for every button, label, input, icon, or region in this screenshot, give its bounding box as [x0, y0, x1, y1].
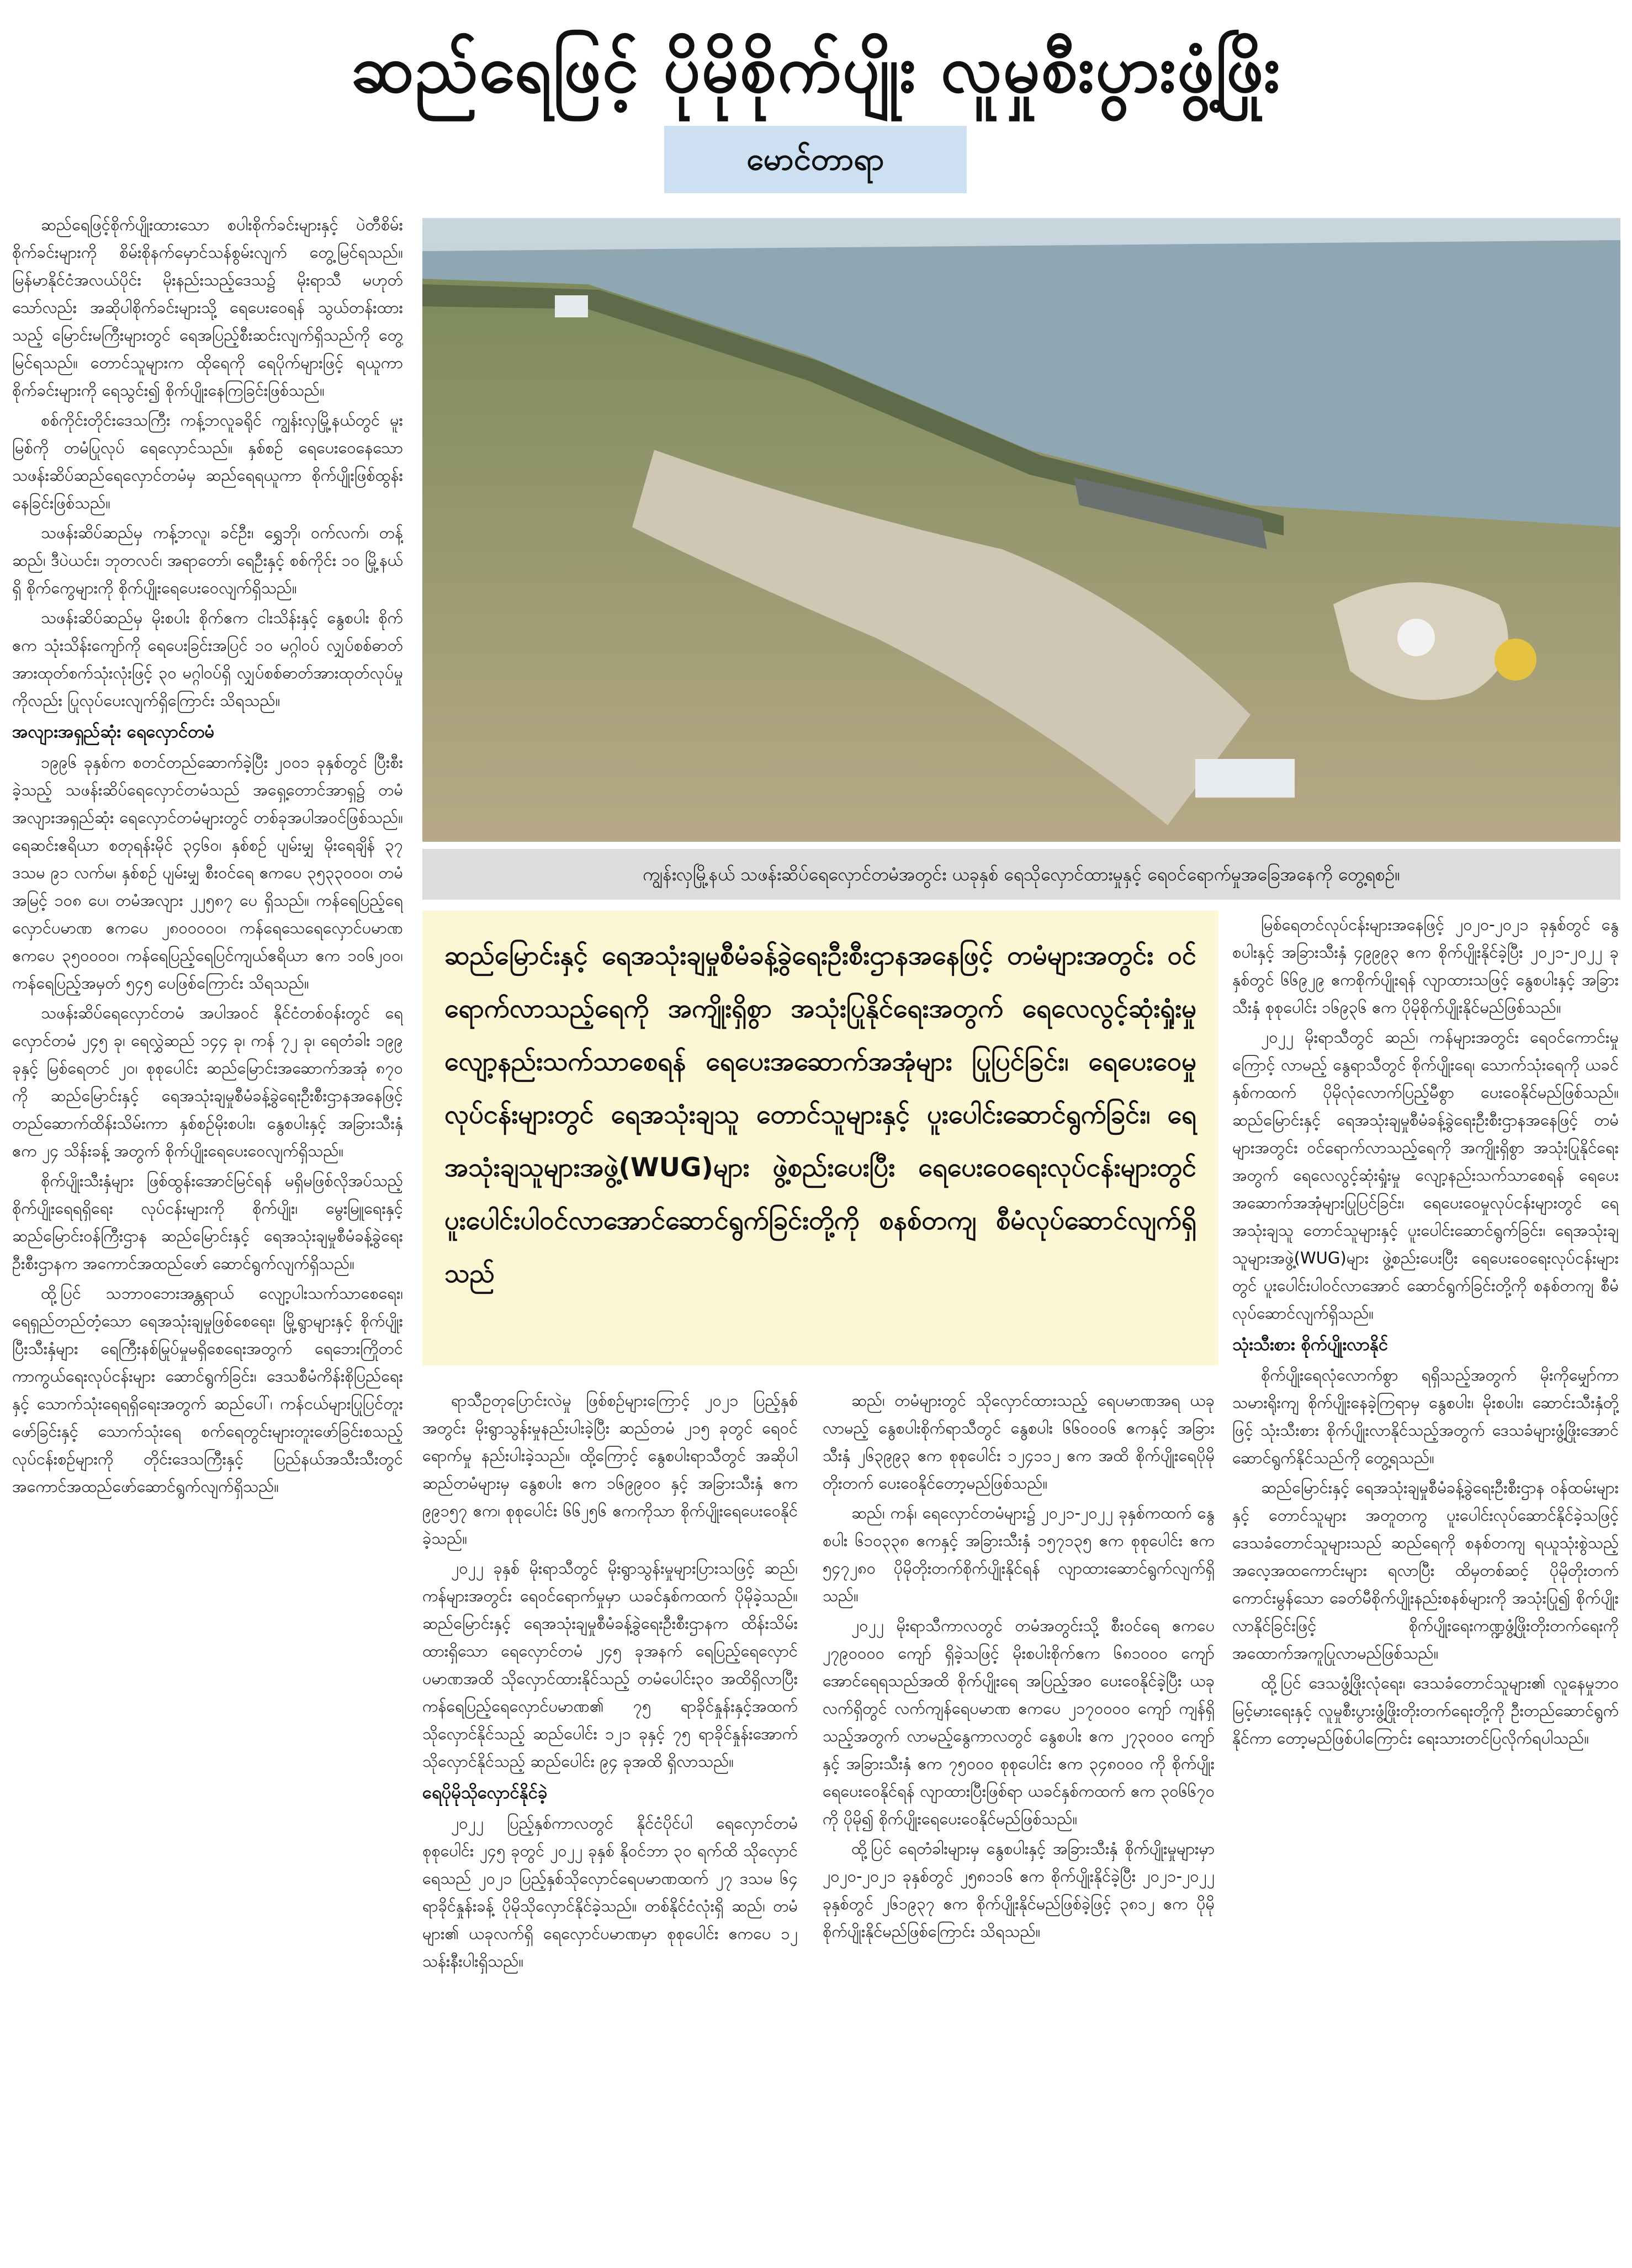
pull-quote-box: ဆည်မြောင်းနှင့် ရေအသုံးချမှုစီမံခန့်ခွဲရေးဦးစီးဌာနအနေဖြင့် တမံများအတွင်း ဝင်ရောက်လာသည့်ရေကို အကျိုးရှိစွာ အသုံးပြုနိုင်ရေးအတွက် ရေလေလွင့်ဆုံးရှုံးမှု လျော့နည်းသက်သာစေရန် ရေပေးအဆောက်အအုံများ ပြုပြင်ခြင်း၊ ရေပေးဝေမှုလုပ်ငန်းများတွင် ရေအသုံးချသူ တောင်သူများနှင့် ပူးပေါင်းဆောင်ရွက်ခြင်း၊ ရေအသုံးချသူများအဖွဲ့(WUG)များ ဖွဲ့စည်းပေးပြီး ရေပေးဝေရေးလုပ်ငန်းများတွင် ပူးပေါင်းပါဝင်လာအောင်ဆောင်ရွက်ခြင်းတို့ကို စနစ်တကျ စီမံလုပ်ဆောင်လျက်ရှိသည်: [422, 911, 1218, 1366]
text-column-2: [422, 1387, 798, 2253]
section-subheading: သုံးသီးစား စိုက်ပျိုးလာနိုင်: [1232, 1335, 1389, 1355]
dam-aerial-photo: [422, 218, 1620, 842]
paragraph: သဖန်းဆိပ်ဆည်မှ မိုးစပါး စိုက်ဧက ငါးသိန်းနှင့် နွေစပါး စိုက်ဧက သုံးသိန်းကျော်ကို ရေပေးခြင်းအပြင် ၁၀ မဂ္ဂါဝပ် လျှပ်စစ်ဓာတ်အားထုတ်စက်သုံးလုံးဖြင့် ၃၀ မဂ္ဂါဝပ်ရှိ လျှပ်စစ်ဓာတ်အားထုတ်လုပ်မှုကိုလည်း ပြုလုပ်ပေးလျက်ရှိကြောင်း သိရသည်။: [12, 608, 403, 710]
paragraph: ရာသီဥတုပြောင်းလဲမှု ဖြစ်စဉ်များကြောင့် ၂၀၂၁ ပြည့်နှစ်အတွင်း မိုးရွာသွန်းမှုနည်းပါးခဲ့ပြီး ဆည်တမံ ၂၁၅ ခုတွင် ရေဝင်ရောက်မှု နည်းပါးခဲ့သည်။ ထို့ကြောင့် နွေစပါးရာသီတွင် အဆိုပါ ဆည်တမံများမှ နွေစပါး ဧက ၁၆၉၉၀၀ နှင့် အခြားသီးနှံ ဧက ၉၉၁၅၇ ဧက၊ စုစုပေါင်း ၆၆၂၅၆ ဧကကိုသာ စိုက်ပျိုးရေပေးဝေနိုင်ခဲ့သည်။: [422, 1391, 798, 1548]
paragraph: ဆည်ရေဖြင့်စိုက်ပျိုးထားသော စပါးစိုက်ခင်းများနှင့် ပဲတီစိမ်းစိုက်ခင်းများကို စိမ်းစိုနက်မှောင်သန်စွမ်းလျက် တွေ့မြင်ရသည်။ မြန်မာနိုင်ငံအလယ်ပိုင်း မိုးနည်းသည့်ဒေသ၌ မိုးရာသီ မဟုတ်သော်လည်း အဆိုပါစိုက်ခင်းများသို့ ရေပေးဝေရန် သွယ်တန်းထားသည့် မြောင်းမကြီးများတွင် ရေအပြည့်စီးဆင်းလျက်ရှိသည်ကို တွေ့မြင်ရသည်။ တောင်သူများက ထိုရေကို ရေပိုက်များဖြင့် ရယူကာ စိုက်ခင်းများကို ရေသွင်း၍ စိုက်ပျိုးနေကြခြင်းဖြစ်သည်။: [12, 215, 403, 400]
paragraph: စိုက်ပျိုးသီးနှံများ ဖြစ်ထွန်းအောင်မြင်ရန် မရှိမဖြစ်လိုအပ်သည့် စိုက်ပျိုးရေရရှိရေး လုပ်ငန်းများကို စိုက်ပျိုး၊ မွေးမြူရေးနှင့် ဆည်မြောင်းဝန်ကြီးဌာန ဆည်မြောင်းနှင့် ရေအသုံးချမှုစီမံခန့်ခွဲရေးဦးစီးဌာနက အကောင်အထည်ဖော် ဆောင်ရွက်လျက်ရှိသည်။: [12, 1171, 403, 1273]
paragraph: ၂၀၂၂ ခုနှစ် မိုးရာသီတွင် မိုးရွာသွန်းမှုများပြားသဖြင့် ဆည်၊ ကန်များအတွင်း ရေဝင်ရောက်မှုမှာ ယခင်နှစ်ကထက် ပိုမိုခဲ့သည်။ ဆည်မြောင်းနှင့် ရေအသုံးချမှုစီမံခန့်ခွဲရေးဦးစီးဌာနက ထိန်းသိမ်းထားရှိသော ရေလှောင်တမံ ၂၄၅ ခုအနက် ရေပြည့်ရေလှောင်ပမာဏအထိ သိုလှောင်ထားနိုင်သည့် တမံပေါင်း၃၀ အထိရှိလာပြီး ကန်ရေပြည့်ရေလှောင်ပမာဏ၏ ၇၅ ရာခိုင်နှုန်းနှင့်အထက် သိုလှောင်နိုင်သည့် ဆည်ပေါင်း ၁၂၁ ခုနှင့် ၇၅ ရာခိုင်နှုန်းအောက် သိုလှောင်နိုင်သည့် ဆည်ပေါင်း ၉၄ ခုအထိ ရှိလာသည်။: [422, 1559, 798, 1771]
reservoir-dam-image: [422, 218, 1620, 842]
paragraph: စိုက်ပျိုးရေလုံလောက်စွာ ရရှိသည့်အတွက် မိုးကိုမျှော်ကာ သမားရိုးကျ စိုက်ပျိုးနေခဲ့ကြရာမှ နွေစပါး၊ မိုးစပါး၊ ဆောင်းသီးနှံတို့ဖြင့် သုံးသီးစား စိုက်ပျိုးလာနိုင်သည့်အတွက် ဒေသခံများဖွံ့ဖြိုးအောင် ဆောင်ရွက်နိုင်သည်ကို တွေ့ရသည်။: [1232, 1366, 1619, 1467]
paragraph: ၂၀၂၂ မိုးရာသီတွင် ဆည်၊ ကန်များအတွင်း ရေဝင်ကောင်းမှုကြောင့် လာမည့် နွေရာသီတွင် စိုက်ပျိုးရေ၊ သောက်သုံးရေကို ယခင်နှစ်ကထက် ပိုမိုလုံလောက်ပြည့်မီစွာ ပေးဝေနိုင်မည်ဖြစ်သည်။ ဆည်မြောင်းနှင့် ရေအသုံးချမှုစီမံခန့်ခွဲရေးဦးစီးဌာနအနေဖြင့် တမံများအတွင်း ဝင်ရောက်လာသည့်ရေကို အကျိုးရှိစွာ အသုံးပြုနိုင်ရေးအတွက် ရေလေလွင့်ဆုံးရှုံးမှု လျော့နည်းသက်သာစေရန် ရေပေးအဆောက်အအုံများပြုပြင်ခြင်း၊ ရေပေးဝေမှုလုပ်ငန်းများတွင် ရေအသုံးချသူ တောင်သူများနှင့် ပူးပေါင်းဆောင်ရွက်ခြင်း၊ ရေအသုံးချသူများအဖွဲ့(WUG)များ ဖွဲ့စည်းပေးပြီး ရေပေးဝေရေးလုပ်ငန်းများတွင် ပူးပေါင်းပါဝင်လာအောင် ဆောင်ရွက်ခြင်းတို့ကို စနစ်တကျ စီမံလုပ်ဆောင်လျက်ရှိသည်။: [1232, 1028, 1619, 1322]
paragraph: ၂၀၂၂ ပြည့်နှစ်ကာလတွင် နိုင်ငံပိုင်ပါ ရေလှောင်တမံ စုစုပေါင်း ၂၄၅ ခုတွင် ၂၀၂၂ ခုနှစ် နိုဝင်ဘာ ၃၀ ရက်ထိ သိုလှောင်ရေသည် ၂၀၂၁ ပြည့်နှစ်သိုလှောင်ရေပမာဏထက် ၂၇ ဒသမ ၆၄ ရာခိုင်နှုန်းခန့် ပိုမိုသိုလှောင်နိုင်ခဲ့သည်။ တစ်နိုင်ငံလုံးရှိ ဆည်၊ တမံများ၏ ယခုလက်ရှိ ရေလှောင်ပမာဏမှာ စုစုပေါင်း ဧကပေ ၁၂ သန်းနီးပါးရှိသည်။: [422, 1814, 798, 1970]
paragraph: စစ်ကိုင်းတိုင်းဒေသကြီး ကန့်ဘလူခရိုင် ကျွန်းလှမြို့နယ်တွင် မူးမြစ်ကို တမံပြုလုပ် ရေလှောင်သည်။ နှစ်စဉ် ရေပေးဝေနေသော သဖန်းဆိပ်ဆည်ရေလှောင်တမံမှ ဆည်ရေရယူကာ စိုက်ပျိုးဖြစ်ထွန်းနေခြင်းဖြစ်သည်။: [12, 411, 403, 512]
section-subheading: ရေပိုမိုသိုလှောင်နိုင်ခဲ့: [422, 1783, 548, 1803]
paragraph: ၂၀၂၂ မိုးရာသီကာလတွင် တမံအတွင်းသို့ စီးဝင်ရေ ဧကပေ ၂၇၉၀၀၀၀ ကျော် ရှိခဲ့သဖြင့် မိုးစပါးစိုက်ဧက ၆၈၁၀၀၀ ကျော် အောင်ရေရသည်အထိ စိုက်ပျိုးရေ အပြည့်အဝ ပေးဝေနိုင်ခဲ့ပြီး ယခုလက်ရှိတွင် လက်ကျန်ရေပမာဏ ဧကပေ ၂၁၇၀၀၀၀ ကျော် ကျန်ရှိသည့်အတွက် လာမည့်နွေကာလတွင် နွေစပါး ဧက ၂၇၃၀၀၀ ကျော်နှင့် အခြားသီးနှံ ဧက ၇၅၀၀၀ စုစုပေါင်း ဧက ၃၄၈၀၀၀ ကို စိုက်ပျိုးရေပေးဝေနိုင်ရန် လျာထားပြီးဖြစ်ရာ ယခင်နှစ်ကထက် ဧက ၃၀၆၆၇၀ ကို ပိုမို၍ စိုက်ပျိုးရေပေးဝေနိုင်မည်ဖြစ်သည်။: [823, 1616, 1215, 1828]
text-column-3: [823, 1387, 1215, 2253]
section-subheading: အလျားအရှည်ဆုံး ရေလှောင်တမံ: [12, 722, 215, 742]
paragraph: ၁၉၉၆ ခုနှစ်က စတင်တည်ဆောက်ခဲ့ပြီး ၂၀၀၁ ခုနှစ်တွင် ပြီးစီးခဲ့သည့် သဖန်းဆိပ်ရေလှောင်တမံသည် အရှေ့တောင်အာရှ၌ တမံအလျားအရှည်ဆုံး ရေလှောင်တမံများတွင် တစ်ခုအပါအဝင်ဖြစ်သည်။ ရေဆင်းဧရိယာ စတုရန်းမိုင် ၃၄၆၀၊ နှစ်စဉ် ပျမ်းမျှ မိုးရေချိန် ၃၇ ဒသမ ၉၁ လက်မ၊ နှစ်စဉ် ပျမ်းမျှ စီးဝင်ရေ ဧကပေ ၃၅၃၃၀၀၀၊ တမံအမြင့် ၁၀၈ ပေ၊ တမံအလျား ၂၂၅၈၇ ပေ ရှိသည်။ ကန်ရေပြည့်ရေလှောင်ပမာဏ ဧကပေ ၂၈၀၀၀၀၀၊ ကန်ရေသေရေလှောင်ပမာဏ ဧကပေ ၃၅၀၀၀၀၊ ကန်ရေပြည့်ရေပြင်ကျယ်ဧရိယာ ဧက ၁၀၆၂၀၀၊ ကန်ရေပြည့်အမှတ် ၅၄၅ ပေဖြစ်ကြောင်း သိရသည်။: [12, 753, 403, 992]
paragraph: ဆည်မြောင်းနှင့် ရေအသုံးချမှုစီမံခန့်ခွဲရေးဦးစီးဌာန ဝန်ထမ်းများနှင့် တောင်သူများ အတူတကွ ပူးပေါင်းလုပ်ဆောင်နိုင်ခဲ့သဖြင့် ဒေသခံတောင်သူများသည် ဆည်ရေကို စနစ်တကျ ရယူသုံးစွဲသည့် အလေ့အထကောင်းများ ရလာပြီး ထိမှတစ်ဆင့် ပိုမိုတိုးတက်ကောင်းမွန်သော ခေတ်မီစိုက်ပျိုးနည်းစနစ်များကို အသုံးပြု၍ စိုက်ပျိုးလာနိုင်ခြင်းဖြင့် စိုက်ပျိုးရေးကဏ္ဍဖွံ့ဖြိုးတိုးတက်ရေးကို အထောက်အကူပြုလာမည်ဖြစ်သည်။: [1232, 1478, 1619, 1663]
article-headline: ဆည်ရေဖြင့် ပိုမိုစိုက်ပျိုး လူမှုစီးပွားဖွံ့ဖြိုး: [351, 31, 1281, 107]
paragraph: ထို့ပြင် ရေတံခါးများမှ နွေစပါးနှင့် အခြားသီးနှံ စိုက်ပျိုးမှုများမှာ ၂၀၂၀-၂၀၂၁ ခုနှစ်တွင် ၂၅၈၁၁၆ ဧက စိုက်ပျိုးနိုင်ခဲ့ပြီး ၂၀၂၁-၂၀၂၂ ခုနှစ်တွင် ၂၆၁၉၃၇ ဧက စိုက်ပျိုးနိုင်မည်ဖြစ်ခဲ့ဖြင့် ၃၈၁၂ ဧက ပိုမိုစိုက်ပျိုးနိုင်မည်ဖြစ်ကြောင်း သိရသည်။: [823, 1839, 1215, 1941]
paragraph: သဖန်းဆိပ်ရေလှောင်တမံ အပါအဝင် နိုင်ငံတစ်ဝန်းတွင် ရေလှောင်တမံ ၂၄၅ ခု၊ ရေလွှဲဆည် ၁၄၄ ခု၊ ကန် ၇၂ ခု၊ ရေတံခါး ၁၉၉ ခုနှင့် မြစ်ရေတင် ၂၀၊ စုစုပေါင်း ဆည်မြောင်းအဆောက်အအုံ ၈၇၀ ကို ဆည်မြောင်းနှင့် ရေအသုံးချမှုစီမံခန့်ခွဲရေးဦးစီးဌာနအနေဖြင့် တည်ဆောက်ထိန်းသိမ်းကာ နှစ်စဉ်မိုးစပါး၊ နွေစပါးနှင့် အခြားသီးနှံ ဧက ၂၄ သိန်းခန့် အတွက် စိုက်ပျိုးရေပေးဝေလျက်ရှိသည်။: [12, 1003, 403, 1160]
paragraph: ထို့ပြင် ဒေသဖွံ့ဖြိုးလုံရေး၊ ဒေသခံတောင်သူများ၏ လူနေမှုဘဝမြင့်မားရေးနှင့် လူမှုစီးပွားဖွံ့ဖြိုးတိုးတက်ရေးတို့ကို ဦးတည်ဆောင်ရွက်နိုင်ကာ တော့မည်ဖြစ်ပါကြောင်း ရေးသားတင်ပြလိုက်ရပါသည်။: [1232, 1674, 1619, 1748]
article-byline: မောင်တာရာ: [664, 126, 967, 193]
paragraph: ဆည်၊ ကန်၊ ရေလှောင်တမံများ၌ ၂၀၂၁-၂၀၂၂ ခုနှစ်ကထက် နွေစပါး ၆၁၀၃၃၈ ဧကနှင့် အခြားသီးနှံ ၁၅၇၁၃၅ ဧက စုစုပေါင်း ဧက ၅၄၇၂၈၀ ပိုမိုတိုးတက်စိုက်ပျိုးနိုင်ရန် လျာထားဆောင်ရွက်လျက်ရှိသည်။: [823, 1504, 1215, 1605]
photo-caption: ကျွန်းလှမြို့နယ် သဖန်းဆိပ်ရေလှောင်တမံအတွင်း ယခုနှစ် ရေသိုလှောင်ထားမှုနှင့် ရေဝင်ရောက်မှုအခြေအနေကို တွေ့ရစဉ်။: [422, 849, 1620, 900]
paragraph: ဆည်၊ တမံများတွင် သိုလှောင်ထားသည့် ရေပမာဏအရ ယခုလာမည့် နွေစပါးစိုက်ရာသီတွင် နွေစပါး ၆၆၀၀၀၆ ဧကနှင့် အခြားသီးနှံ ၂၆၃၉၉၃ ဧက စုစုပေါင်း ၁၂၄၁၁၂ ဧက အထိ စိုက်ပျိုးရေပိုမိုတိုးတက် ပေးဝေနိုင်တော့မည်ဖြစ်သည်။: [823, 1391, 1215, 1492]
text-column-1: [12, 211, 403, 2253]
paragraph: မြစ်ရေတင်လုပ်ငန်းများအနေဖြင့် ၂၀၂၀-၂၀၂၁ ခုနှစ်တွင် နွေစပါးနှင့် အခြားသီးနှံ ၄၉၉၉၃ ဧက စိုက်ပျိုးနိုင်ခဲ့ပြီး ၂၀၂၁-၂၀၂၂ ခုနှစ်တွင် ၆၆၉၂၉ ဧကစိုက်ပျိုးရန် လျာထားသဖြင့် နွေစပါးနှင့် အခြားသီးနှံ စုစုပေါင်း ၁၆၉၃၆ ဧက ပိုမိုစိုက်ပျိုးနိုင်မည်ဖြစ်သည်။: [1232, 915, 1619, 1017]
paragraph: သဖန်းဆိပ်ဆည်မှ ကန့်ဘလူ၊ ခင်ဦး၊ ရွှေဘို၊ ဝက်လက်၊ တန့်ဆည်၊ ဒီပဲယင်း၊ ဘုတလင်၊ အရာတော်၊ ရေဦးနှင့် စစ်ကိုင်း ၁၀ မြို့နယ်ရှိ စိုက်ကွေများကို စိုက်ပျိုးရေပေးဝေလျက်ရှိသည်။: [12, 523, 403, 597]
paragraph: ထို့ပြင် သဘာဝဘေးအန္တရာယ် လျော့ပါးသက်သာစေရေး၊ ရေရှည်တည်တံ့သော ရေအသုံးချမှုဖြစ်စေရေး၊ မြို့ရွာများနှင့် စိုက်ပျိုးပြီးသီးနှံများ ရေကြီးနစ်မြုပ်မှုမရှိစေရေးအတွက် ရေဘေးကြိုတင်ကာကွယ်ရေးလုပ်ငန်းများ ဆောင်ရွက်ခြင်း၊ ဒေသစီမံကိန်းစိုပြည်ရေးနှင့် သောက်သုံးရေရရှိရေးအတွက် ဆည်ပေါ်၊ ကန်ငယ်များပြုပြင်တူးဖော်ခြင်းနှင့် သောက်သုံးရေ စက်ရေတွင်းများတူးဖော်ခြင်းစသည့် လုပ်ငန်းစဉ်များကို တိုင်းဒေသကြီးနှင့် ပြည်နယ်အသီးသီးတွင် အကောင်အထည်ဖော်ဆောင်ရွက်လျက်ရှိသည်။: [12, 1284, 403, 1496]
text-column-4: [1232, 911, 1619, 2252]
